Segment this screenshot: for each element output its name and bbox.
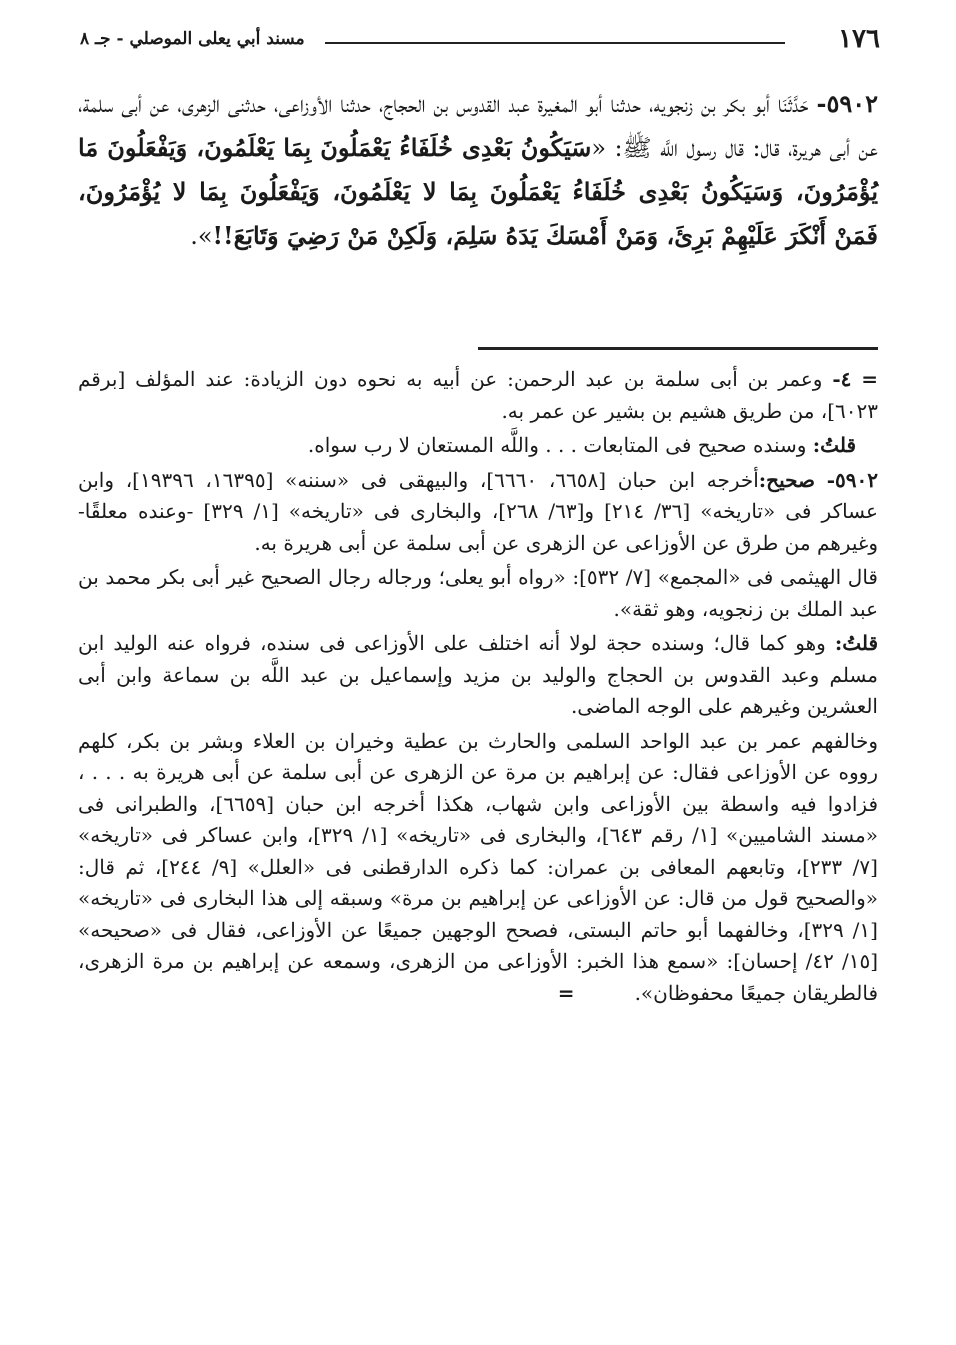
takhrij-text: أخرجه ابن حبان [٦٦٥٨، ٦٦٦٠]، والبيهقى فى «سننه» [١٦٣٩٥، ١٩٣٩٦]، وابن عساكر فى «تاريخه» [٣٦/ ٢١٤] و[٦٣/ ٢٦٨]، والبخارى فى «تاريخه» [١/ ٣٢٩] -وعنده معلقًا- وغيرهم من طرق عن الأوزاعى عن الزهرى عن أبى سلمة عن أبى هريرة به. — [78, 467, 878, 555]
qult-label-2: قلتُ: — [834, 631, 879, 655]
qult-text-2: وهو كما قال؛ وسنده حجة لولا أنه اختلف على الأوزاعى فى سنده، فرواه عنه الوليد ابن مسلم وعبد القدوس بن الحجاج والوليد بن مزيد وإسماعيل بن عبد اللَّه بن سماعة وابن أبى العشرين وغيرهم على الوجه الماضى. — [78, 631, 878, 718]
qult-paragraph — [78, 628, 878, 723]
footnote-4 — [78, 364, 878, 427]
hadith-paragraph — [78, 82, 878, 258]
footnote-divider — [478, 347, 878, 350]
continuation-marker: = — [861, 367, 879, 391]
hadith-isnad: حَدَّثَنَا أبو بكر بن زنجويه، حدثنا أبو المغيرة عبد القدوس بن الحجاج، حدثنا الأوزاعى، حدثنى الزهرى، عن أبى سلمة، عن أبى هريرة، قال: قال رسول اللَّه ﷺ: « — [78, 90, 878, 162]
qult-label: قلتُ: — [812, 433, 856, 457]
khalafahum-text: وخالفهم عمر بن عبد الواحد السلمى والحارث بن عطية وخيران بن العلاء وبشر بن بكر، كلهم رووه عن الأوزاعى فقال: عن إبراهيم بن مرة عن الزهرى عن أبى سلمة عن أبى هريرة به . . . ، فزادوا فيه واسطة بين الأوزاعى وابن شهاب، هكذا أخرجه ابن حبان [٦٦٥٩]، والطبرانى فى «مسند الشاميين» [١/ رقم ٦٤٣]، والبخارى فى «تاريخه» [١/ ٣٢٩]، وابن عساكر فى «تاريخه» [٧/ ٢٣٣]، وتابعهم المعافى بن عمران: كما ذكره الدارقطنى فى «العلل» [٩/ ٢٤٤]، ثم قال: «والصحيح قول من قال: عن الأوزاعى عن إبراهيم بن مرة» وسبقه إلى هذا البخارى فى «تاريخه» [١/ ٣٢٩]، وخالفهما أبو حاتم البستى، فصحح الوجهين جميعًا عن الأوزاعى، فقال فى «صحيحه» [١٥/ ٤٢/ إحسان]: «سمع هذا الخبر: الأوزاعى من الزهرى، وسمعه عن إبراهيم بن مرة الزهرى، فالطريقان جميعًا محفوظان». — [78, 728, 878, 1005]
takhrij-number: ٥٩٠٢- — [826, 467, 879, 492]
hadith-closing: ». — [190, 222, 213, 250]
running-header — [80, 24, 880, 56]
footnote-4-comment — [78, 430, 878, 462]
takhrij-grade: صحيح: — [758, 467, 816, 492]
khalafahum-paragraph — [78, 726, 878, 1010]
footnote-4-comment-text: وسنده صحيح فى المتابعات . . . واللَّه المستعان لا رب سواه. — [307, 433, 807, 457]
footnote-4-text: وعمر بن أبى سلمة بن عبد الرحمن: عن أبيه به نحوه دون الزيادة: عند المؤلف [برقم ٦٠٢٣]، من طريق هشيم بن بشير عن عمر به. — [78, 367, 878, 423]
footnote-4-number: ٤- — [832, 367, 852, 391]
footnotes — [78, 364, 878, 1012]
hadith-number: ٥٩٠٢- — [816, 89, 878, 118]
page-number: ١٧٦ — [838, 24, 880, 54]
running-title: مسند أبي يعلى الموصلي - جـ ٨ — [80, 29, 305, 49]
haythami-paragraph: قال الهيثمى فى «المجمع» [٧/ ٥٣٢]: «رواه أبو يعلى؛ ورجاله رجال الصحيح غير أبى بكر محمد بن عبد الملك بن زنجويه، وهو ثقة». — [78, 565, 878, 621]
hadith-matn: سَيَكُونُ بَعْدِى خُلَفَاءُ يَعْمَلُونَ بِمَا يَعْلَمُونَ، وَيَفْعَلُونَ مَا يُؤْمَرُونَ، وَسَيَكُونُ بَعْدِى خُلَفَاءُ يَعْمَلُونَ بِمَا لا يَعْلَمُونَ، وَيَفْعَلُونَ بِمَا لا يُؤْمَرُونَ، فَمَنْ أَنْكَرَ عَلَيْهِمْ بَرِئَ، وَمَنْ أَمْسَكَ يَدَهُ سَلِمَ، وَلَكِنْ مَنْ رَضِيَ وَتَابَعَ!! — [78, 133, 878, 250]
header-rule — [325, 42, 785, 44]
takhrij-paragraph — [78, 465, 878, 560]
hadith-main-text — [78, 82, 878, 258]
continuation-end-marker: = — [557, 980, 575, 1005]
